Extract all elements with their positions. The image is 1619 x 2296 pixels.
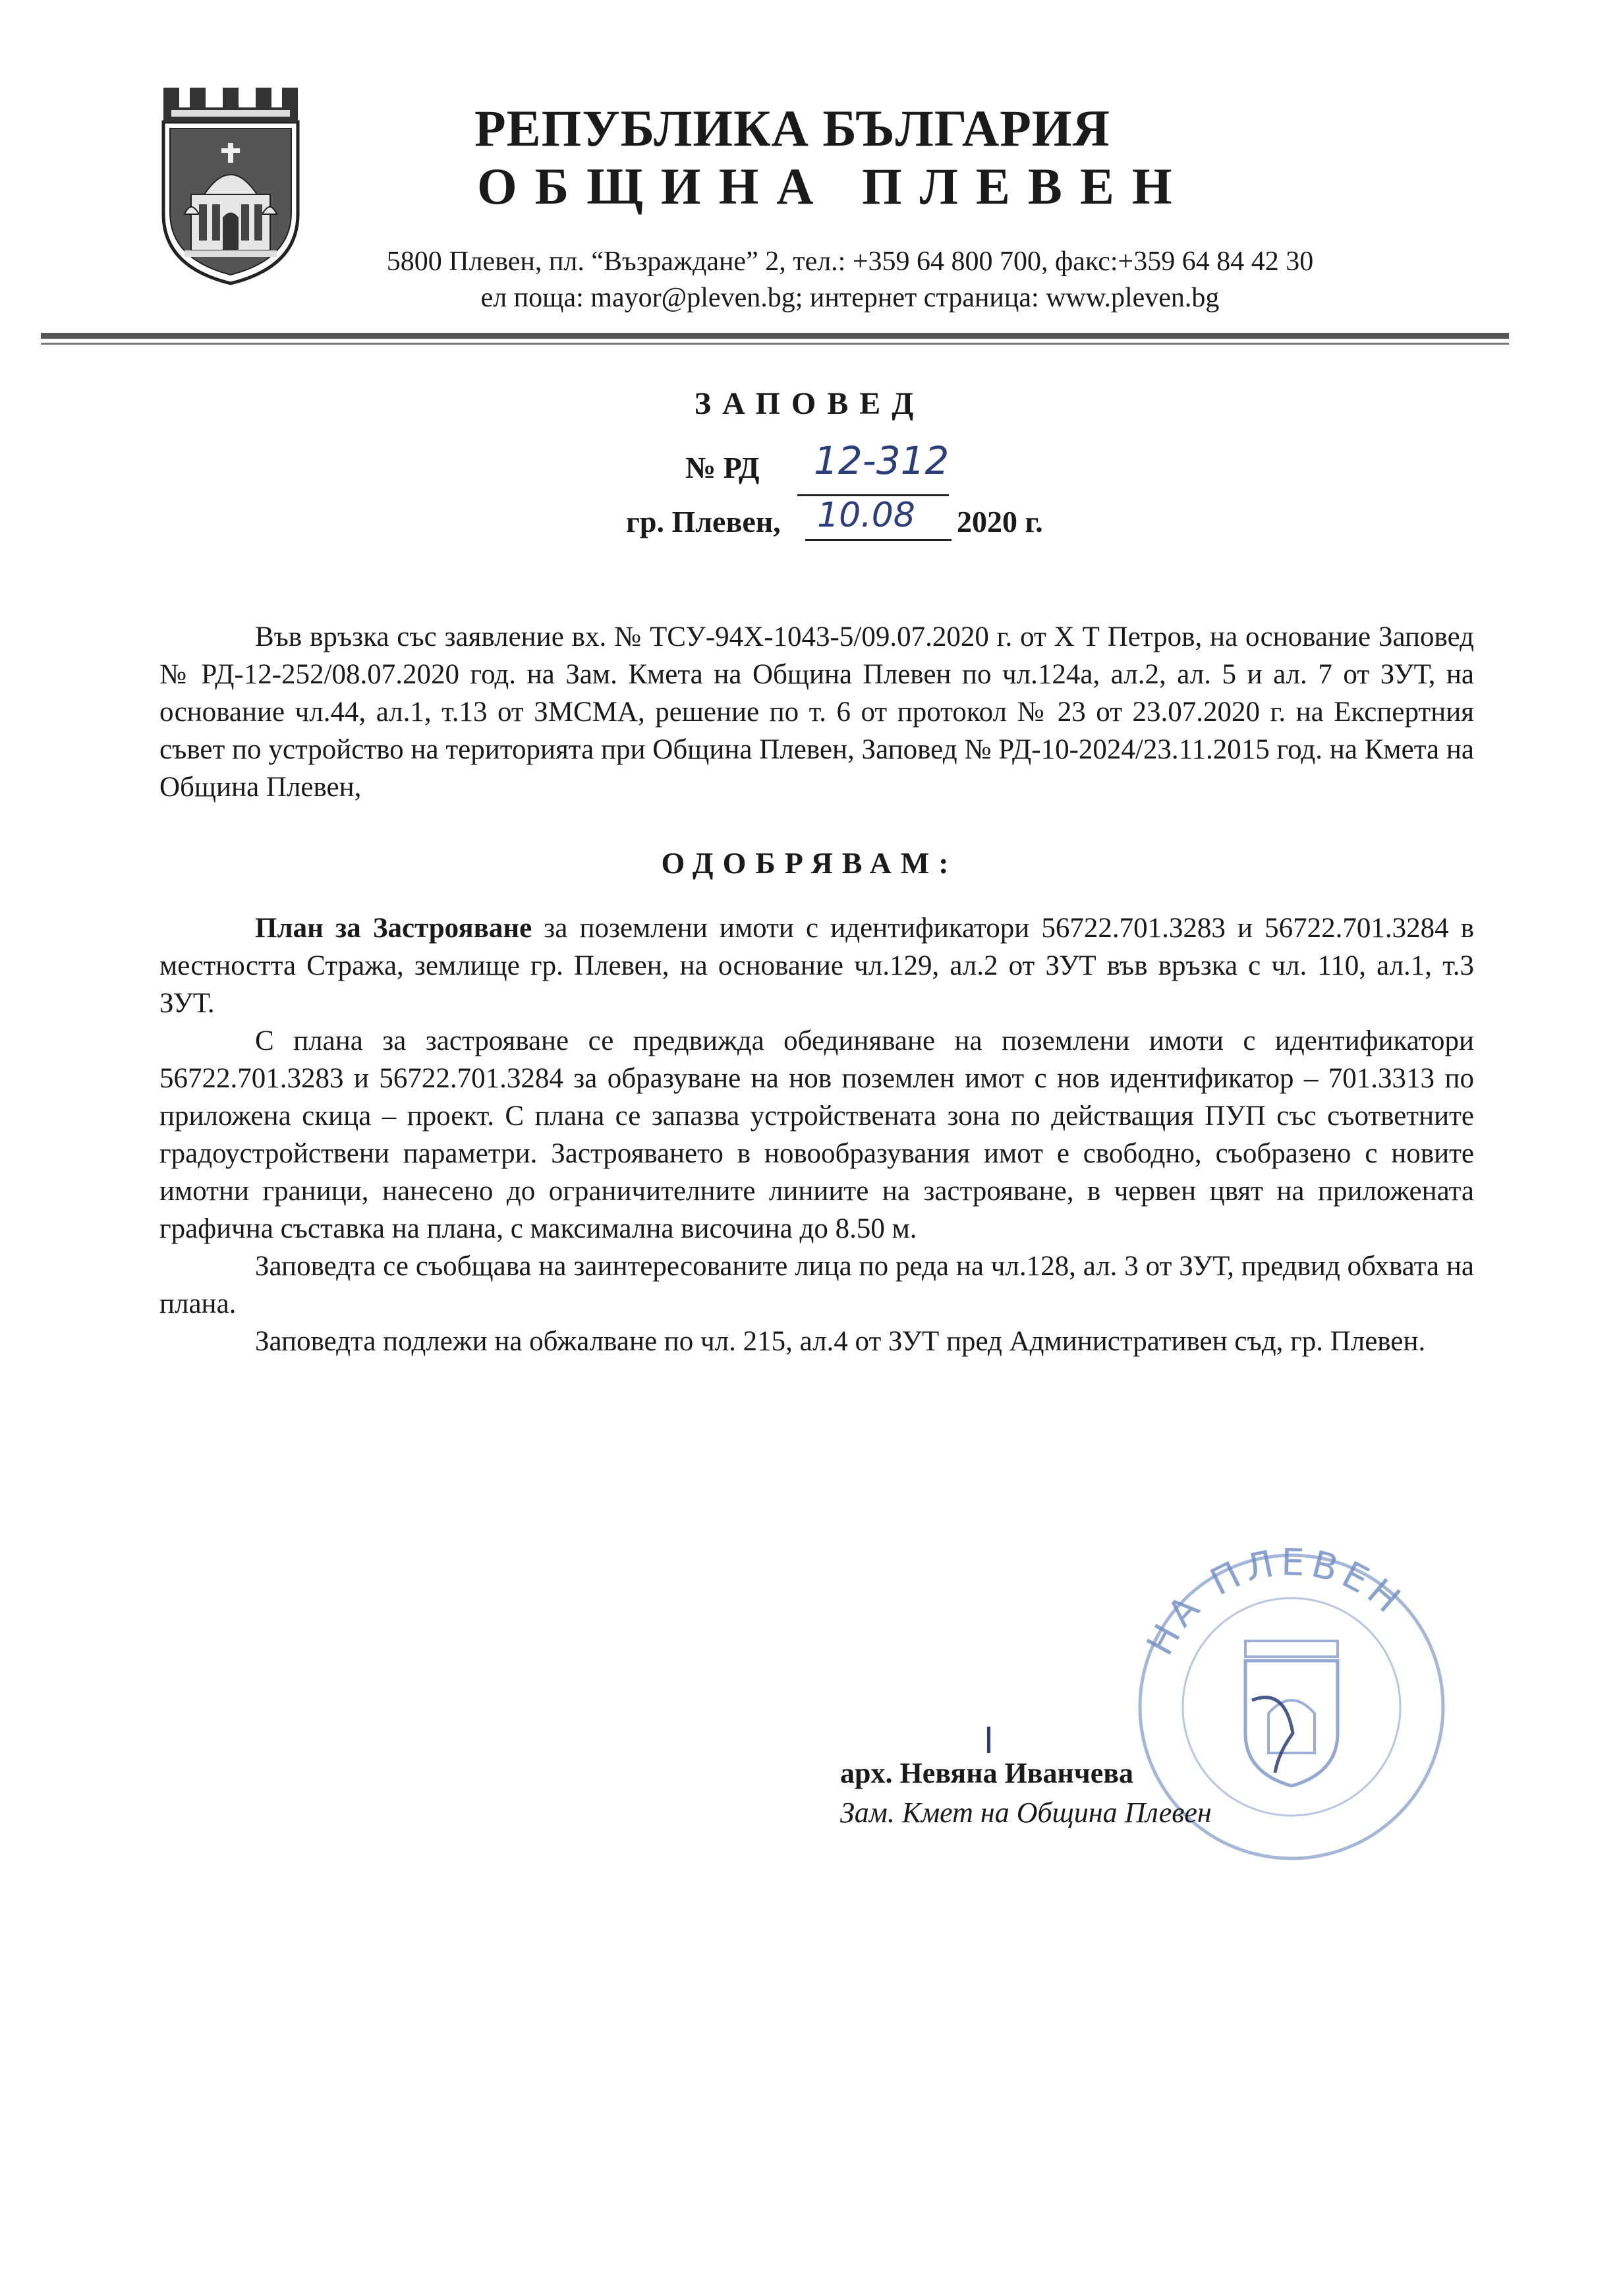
order-number-label: № РД <box>685 451 760 484</box>
order-date-underline <box>805 539 952 541</box>
handwritten-signature <box>987 1727 990 1753</box>
handwritten-order-number: 12-312 <box>814 438 950 483</box>
plan-title: План за Застрояване <box>255 913 532 944</box>
signatory-position: Зам. Кмет на Община Плевен <box>840 1796 1212 1829</box>
approve-heading: ОДОБРЯВАМ: <box>661 846 958 880</box>
intro-paragraph <box>159 618 1474 806</box>
address-line: 5800 Плевен, пл. “Възраждане” 2, тел.: +359 64 800 700, факс:+359 64 84 42 30 <box>386 246 1314 277</box>
notice-paragraph: Заповедта се съобщава на заинтересованите лица по реда на чл.128, ал. 3 от ЗУТ, предвид обхвата на плана. <box>159 1251 1474 1319</box>
stamp-text: НА ПЛЕВЕН <box>1138 1541 1412 1663</box>
plan-paragraph <box>159 909 1474 1022</box>
plan-text: за поземлени имоти с идентификатори 56722.701.3283 и 56722.701.3284 в местността Стража, землище гр. Плевен, на основание чл.129, ал.2 от ЗУТ във връзка с чл. 110, ал.1, т.3 ЗУТ. <box>159 913 1475 1019</box>
handwritten-order-date: 10.08 <box>817 496 915 535</box>
order-year: 2020 г. <box>957 505 1043 538</box>
contact-line: ел поща: mayor@pleven.bg; интернет страница: www.pleven.bg <box>480 283 1220 313</box>
order-city-label: гр. Плевен, <box>626 505 781 538</box>
country-name: РЕПУБЛИКА БЪЛГАРИЯ <box>474 100 1110 157</box>
signatory-name: арх. Невяна Иванчева <box>840 1757 1134 1789</box>
provision-paragraph: С плана за застрояване се предвижда обединяване на поземлени имоти с идентификатори 56722.701.3283 и 56722.701.3284 за образуване на нов поземлен имот с нов идентификатор – 701.3313 по приложена скица – проект. С плана се запазва устройствената зона по действащия ПУП със съответните градоустройствени параметри. Застрояването в новообразувания имот е свободно, съобразено с новите имотни граници, нанесено до ограничителните линиите на застрояване, в червен цвят на приложената графична съставка на плана, с максимална височина до 8.50 м. <box>159 1025 1474 1244</box>
decision-body <box>159 909 1474 1360</box>
svg-text:НА ПЛЕВЕН <box>1139 1541 1412 1663</box>
document-title: ЗАПОВЕД <box>694 386 925 421</box>
appeal-paragraph: Заповедта подлежи на обжалване по чл. 215, ал.4 от ЗУТ пред Административен съд, гр. Плевен. <box>255 1326 1426 1357</box>
municipal-crest-icon <box>158 82 303 287</box>
intro-text: Във връзка със заявление вх. № ТСУ-94Х-1043-5/09.07.2020 г. от Х Т Петров, на основание Заповед № РД-12-252/08.07.2020 год. на Зам. Кмета на Община Плевен по чл.124а, ал.2, ал. 5 и ал. 7 от ЗУТ, на основание чл.44, ал.1, т.13 от ЗМСМА, решение по т. 6 от протокол № 23 от 23.07.2020 г. на Експертния съвет по устройство на територията при Община Плевен, Заповед № РД-10-2024/23.11.2015 год. на Кмета на Община Плевен, <box>159 621 1474 803</box>
header-divider-thin <box>41 343 1509 345</box>
header-divider <box>41 333 1509 339</box>
municipality-name: ОБЩИНА ПЛЕВЕН <box>477 158 1190 215</box>
